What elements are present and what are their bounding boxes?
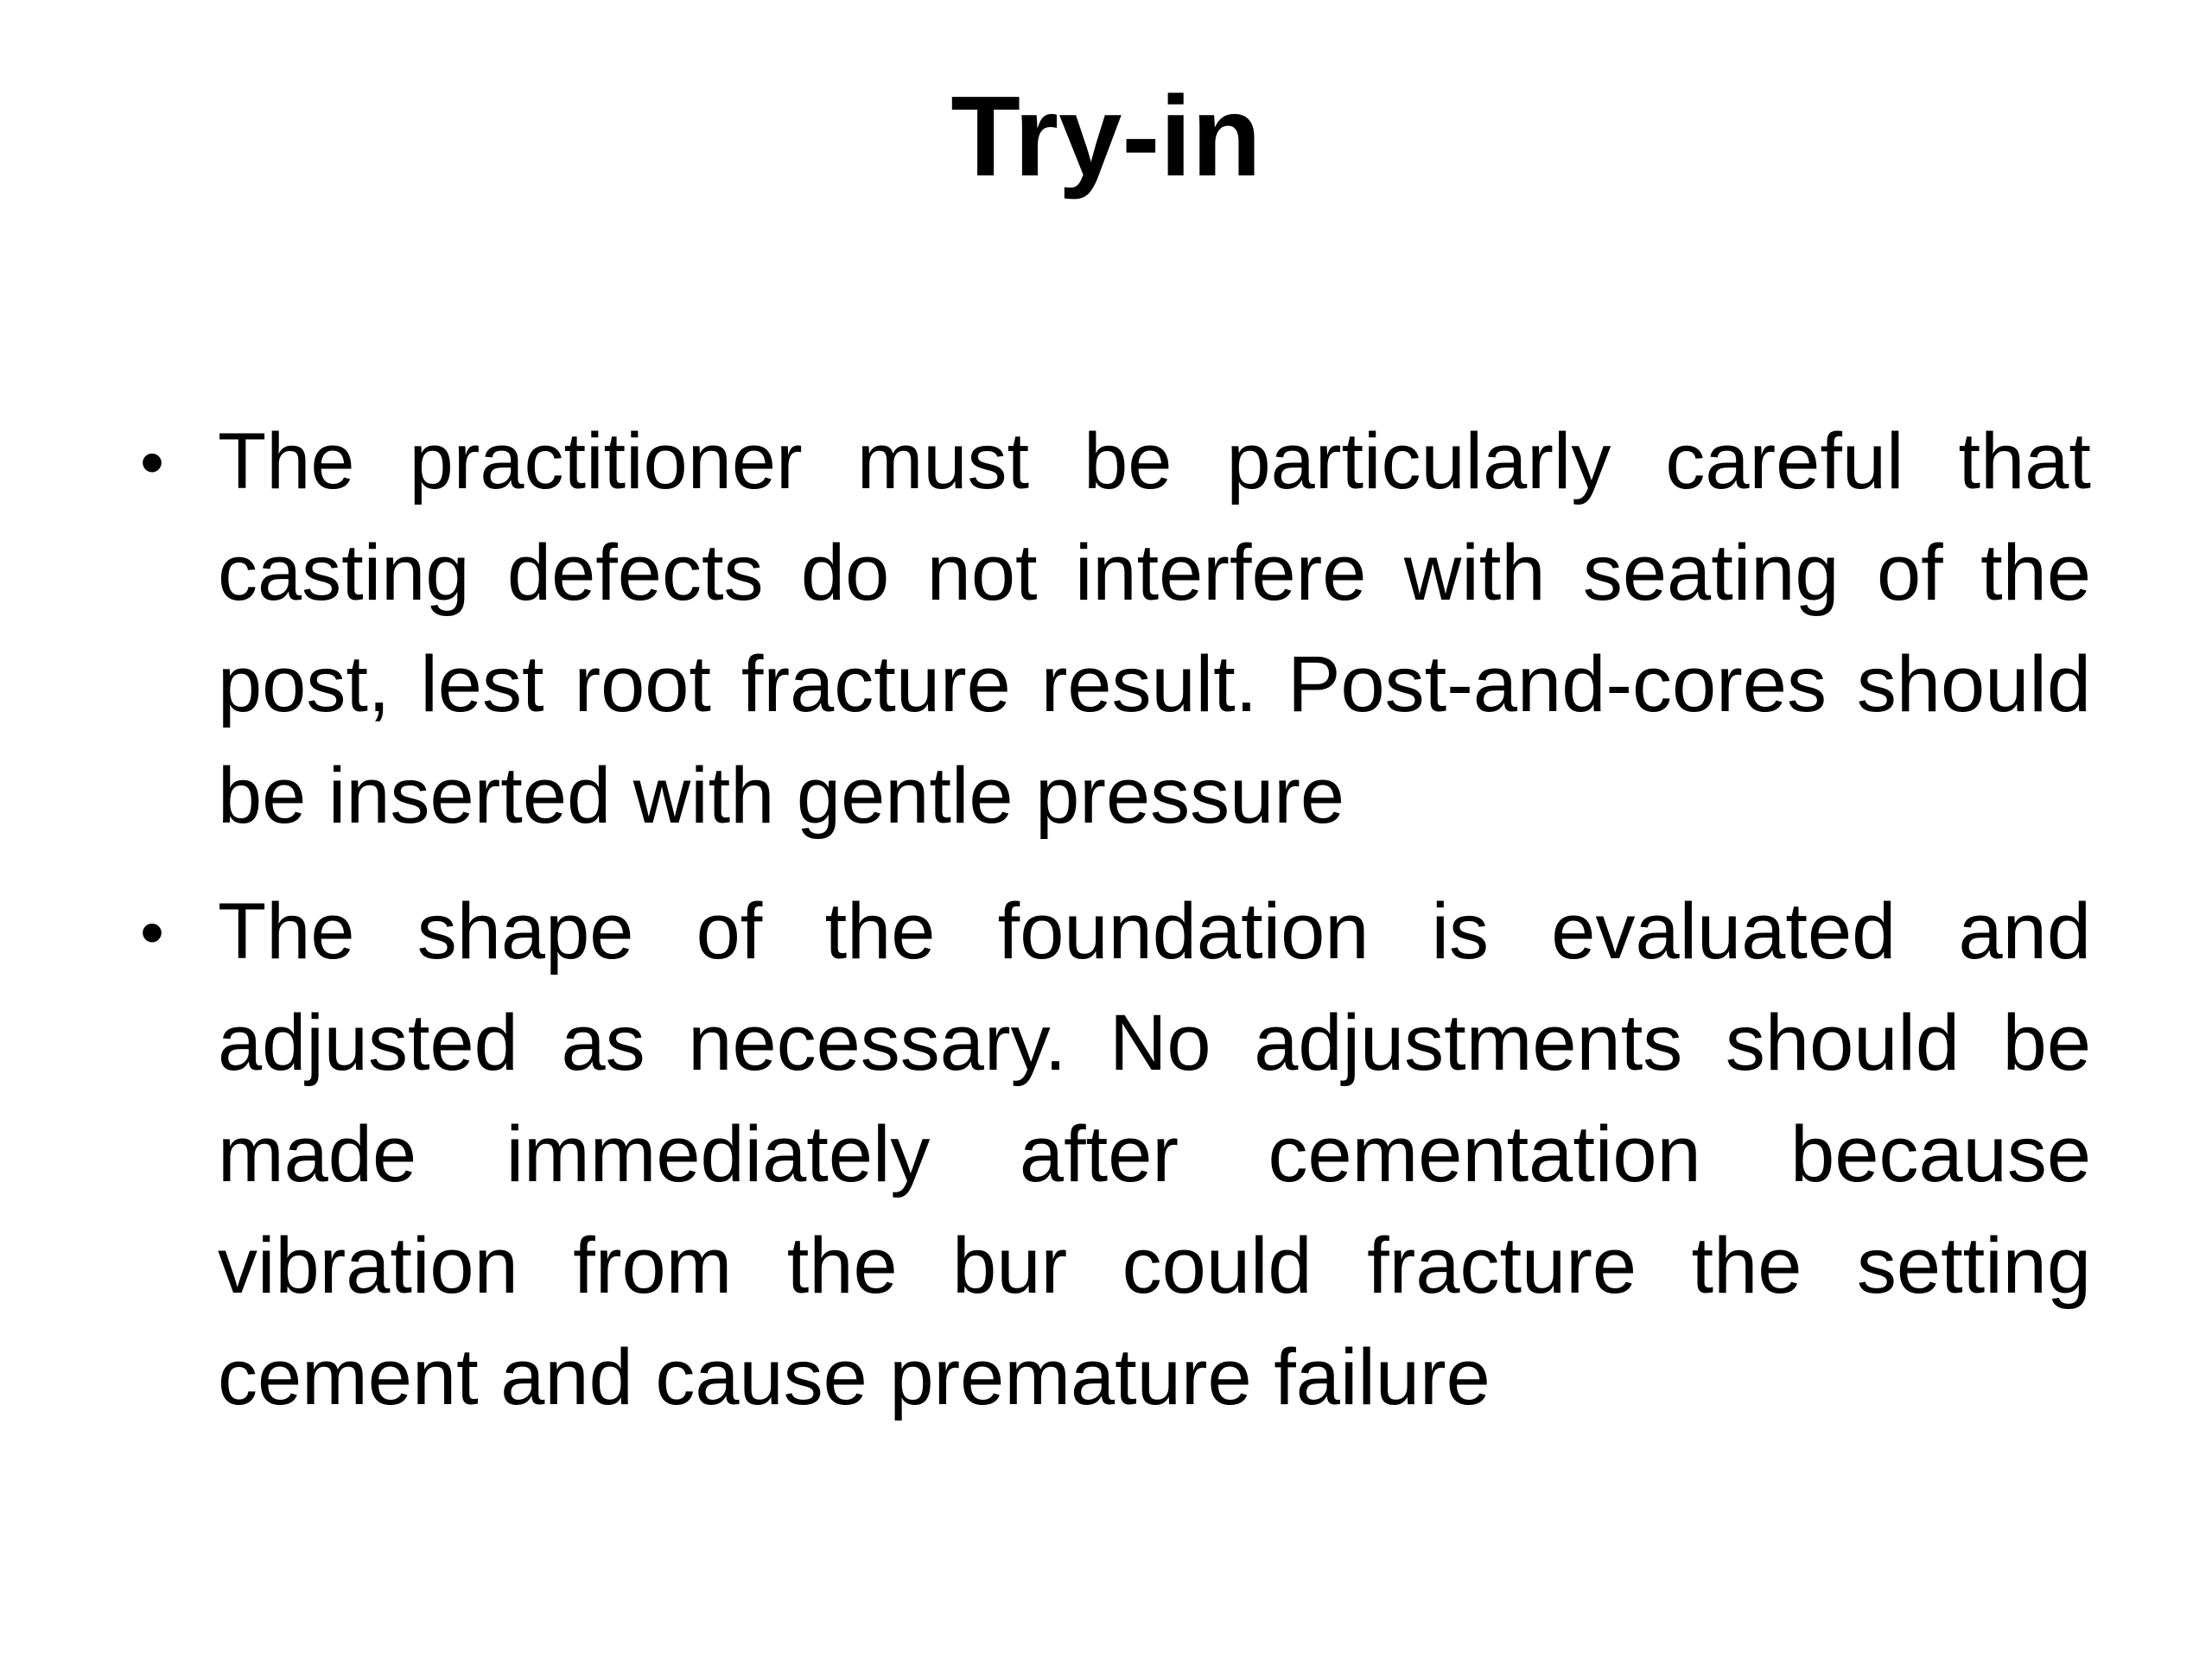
bullet-item	[130, 876, 2091, 1433]
bullet-text: The practitioner must be particularly careful that casting defects do not interfere with seating of the post, lest root fracture result. Post-and-cores should be inserted with gentle pressure	[218, 417, 2091, 840]
bullet-marker: •	[140, 423, 165, 500]
slide-title: Try-in	[950, 73, 1262, 200]
bullet-item	[130, 406, 2091, 852]
bullet-text: The shape of the foundation is evaluated and adjusted as necessary. No adjustments should be made immediately after cementation because vibration from the bur could fracture the setting cement and cause premature failure	[218, 887, 2091, 1421]
bullet-list	[130, 406, 2091, 1458]
bullet-marker: •	[140, 893, 165, 970]
